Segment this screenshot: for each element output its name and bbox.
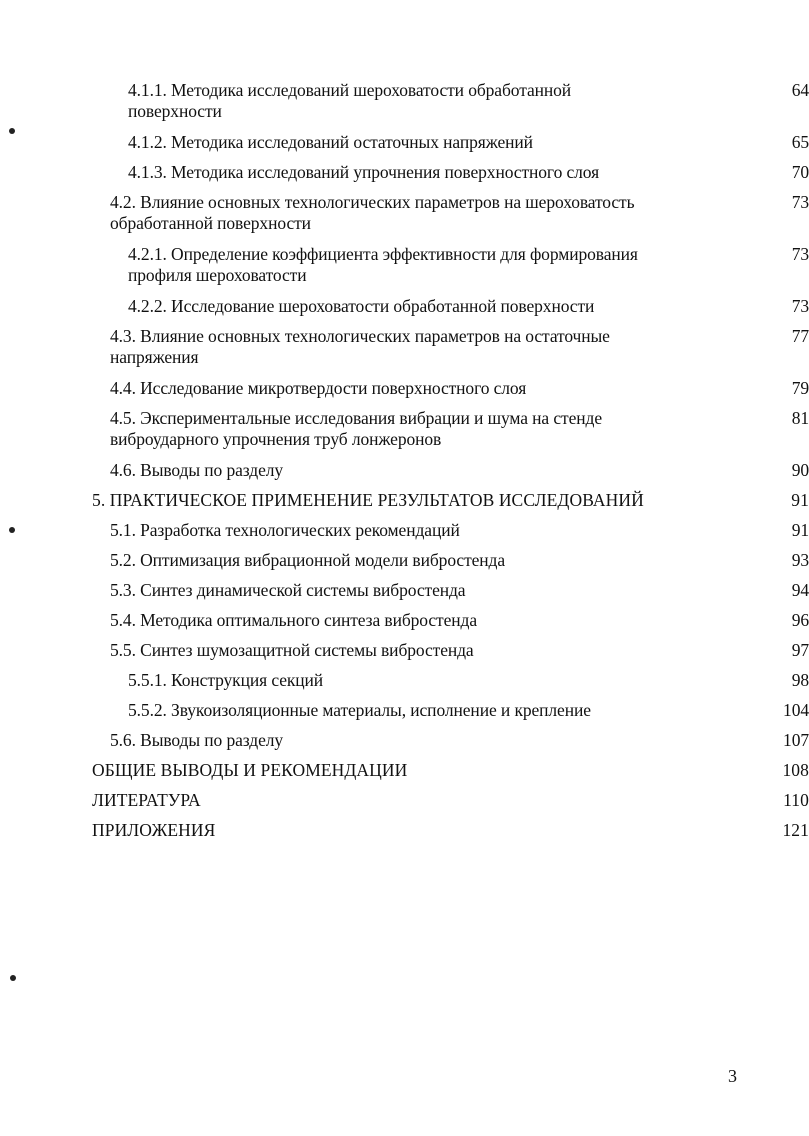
toc-entry-title: 4.4. Исследование микротвердости поверхностного слоя bbox=[110, 378, 527, 398]
toc-entry-title: 4.2.2. Исследование шероховатости обработанной поверхности bbox=[128, 296, 595, 316]
toc-entry-title: 5.5.1. Конструкция секций bbox=[128, 670, 324, 690]
toc-entry-page: 98 bbox=[791, 670, 809, 690]
scan-speck bbox=[9, 527, 15, 533]
toc-entry-page: 70 bbox=[791, 162, 809, 182]
toc-entry-title: ЛИТЕРАТУРА bbox=[92, 790, 201, 810]
toc-entry-page: 90 bbox=[791, 460, 809, 480]
toc-entry-title: ОБЩИЕ ВЫВОДЫ И РЕКОМЕНДАЦИИ bbox=[92, 760, 408, 780]
toc-entry-title: 4.1.1. Методика исследований шероховатости обработанной поверхности bbox=[128, 80, 572, 121]
toc-entry-title: 5.5.2. Звукоизоляционные материалы, исполнение и крепление bbox=[128, 700, 591, 720]
page-number: 3 bbox=[728, 1066, 737, 1086]
toc-entry-title: 4.2.1. Определение коэффициента эффективности для формирования профиля шероховатости bbox=[128, 244, 638, 285]
toc-entry-title: 4.2. Влияние основных технологических параметров на шероховатость обработанной поверхности bbox=[110, 192, 635, 233]
toc-entry-page: 108 bbox=[782, 760, 809, 780]
toc-entry-page: 81 bbox=[791, 408, 809, 428]
toc-entry-title: 5.1. Разработка технологических рекомендаций bbox=[110, 520, 460, 540]
toc-entry-page: 79 bbox=[791, 378, 809, 398]
toc-entry-page: 64 bbox=[791, 80, 809, 100]
scan-speck bbox=[9, 128, 15, 134]
scan-speck bbox=[10, 975, 16, 981]
toc-entry-title: 5. ПРАКТИЧЕСКОЕ ПРИМЕНЕНИЕ РЕЗУЛЬТАТОВ ИССЛЕДОВАНИЙ bbox=[92, 490, 644, 510]
toc-entry-page: 96 bbox=[791, 610, 809, 630]
toc-entry-title: 5.3. Синтез динамической системы вибростенда bbox=[110, 580, 466, 600]
toc-entry-title: 4.1.2. Методика исследований остаточных напряжений bbox=[128, 132, 533, 152]
toc-entry-title: 5.5. Синтез шумозащитной системы вибростенда bbox=[110, 640, 474, 660]
toc-entry-page: 91 bbox=[791, 520, 809, 540]
toc-entry-page: 77 bbox=[791, 326, 809, 346]
toc-entry-title: 5.2. Оптимизация вибрационной модели вибростенда bbox=[110, 550, 506, 570]
toc-entry-title: 4.5. Экспериментальные исследования вибрации и шума на стенде виброударного упрочнения труб лонжеронов bbox=[110, 408, 602, 449]
toc-entry-page: 73 bbox=[791, 244, 809, 264]
toc-entry-page: 93 bbox=[791, 550, 809, 570]
toc-entry-page: 73 bbox=[791, 296, 809, 316]
toc-entry-title: 5.6. Выводы по разделу bbox=[110, 730, 284, 750]
toc-entry-title: 4.6. Выводы по разделу bbox=[110, 460, 284, 480]
toc-entry-page: 104 bbox=[783, 700, 809, 720]
toc-entry-title: ПРИЛОЖЕНИЯ bbox=[92, 820, 216, 840]
toc-entry-title: 4.3. Влияние основных технологических параметров на остаточные напряжения bbox=[110, 326, 610, 367]
toc-entry-page: 65 bbox=[791, 132, 809, 152]
toc-entry-page: 97 bbox=[791, 640, 809, 660]
toc-entry-page: 107 bbox=[783, 730, 809, 750]
toc-entry-title: 5.4. Методика оптимального синтеза вибростенда bbox=[110, 610, 478, 630]
toc-entry-page: 121 bbox=[782, 820, 809, 840]
toc-entry-page: 94 bbox=[791, 580, 809, 600]
toc-entry-page: 110 bbox=[783, 790, 809, 810]
toc-entry-page: 73 bbox=[791, 192, 809, 212]
toc-entry-title: 4.1.3. Методика исследований упрочнения поверхностного слоя bbox=[128, 162, 600, 182]
toc-entry-page: 91 bbox=[791, 490, 809, 510]
